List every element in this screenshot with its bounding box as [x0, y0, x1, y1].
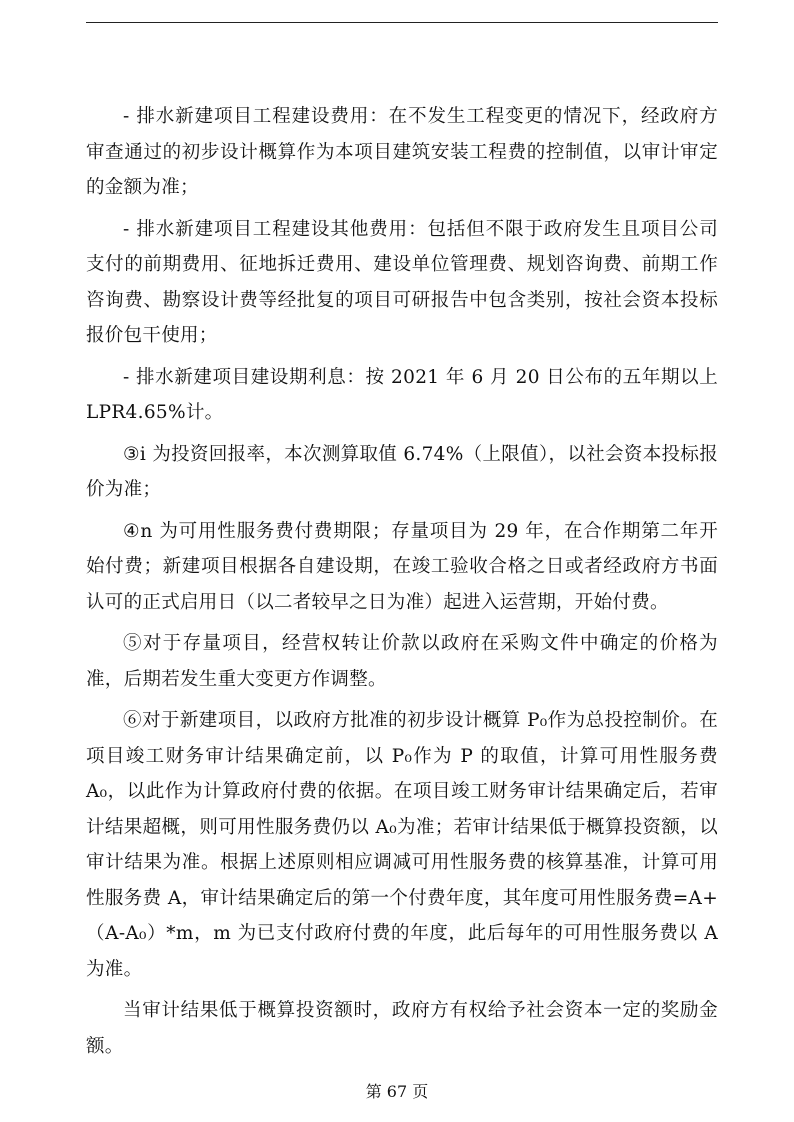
paragraph-other-construction-cost: - 排水新建项目工程建设其他费用：包括但不限于政府发生且项目公司支付的前期费用、征地拆迁费用、建设单位管理费、规划咨询费、前期工作咨询费、勘察设计费等经批复的项目可研报告中包含类别，按社会资本投标报价包干使用；: [86, 218, 718, 346]
paragraph-payment-period: ④n 为可用性服务费付费期限；存量项目为 29 年，在合作期第二年开始付费；新建项目根据各自建设期，在竣工验收合格之日或者经政府方书面认可的正式启用日（以二者较早之日为准）起进入运营期，开始付费。: [86, 520, 718, 613]
paragraph-construction-interest: - 排水新建项目建设期利息：按 2021 年 6 月 20 日公布的五年期以上 LPR4.65%计。: [86, 366, 718, 423]
paragraph-existing-project: ⑤对于存量项目，经营权转让价款以政府在采购文件中确定的价格为准，后期若发生重大变更方作调整。: [86, 633, 718, 690]
document-body: [86, 99, 718, 1064]
header-rule: [86, 22, 718, 23]
page-number: 第 67 页: [365, 1082, 429, 1101]
paragraph-construction-cost: - 排水新建项目工程建设费用：在不发生工程变更的情况下，经政府方审查通过的初步设计概算作为本项目建筑安装工程费的控制值，以审计审定的金额为准；: [86, 106, 718, 198]
paragraph-return-rate: ③i 为投资回报率，本次测算取值 6.74%（上限值），以社会资本投标报价为准；: [86, 443, 718, 500]
paragraph-reward: 当审计结果低于概算投资额时，政府方有权给予社会资本一定的奖励金额。: [86, 1000, 718, 1057]
paragraph-new-project: ⑥对于新建项目，以政府方批准的初步设计概算 P₀作为总投控制价。在项目竣工财务审计结果确定前，以 P₀作为 P 的取值，计算可用性服务费 A₀，以此作为计算政府付费的依据。在项目竣工财务审计结果确定后，若审计结果超概，则可用性服务费仍以 A₀为准；若审计结果低于概算投资额，以审计结果为准。根据上述原则相应调减可用性服务费的核算基准，计算可用性服务费 A，审计结果确定后的第一个付费年度，其年度可用性服务费=A+（A-A₀）*m，m 为已支付政府付费的年度，此后每年的可用性服务费以 A 为准。: [86, 710, 718, 980]
